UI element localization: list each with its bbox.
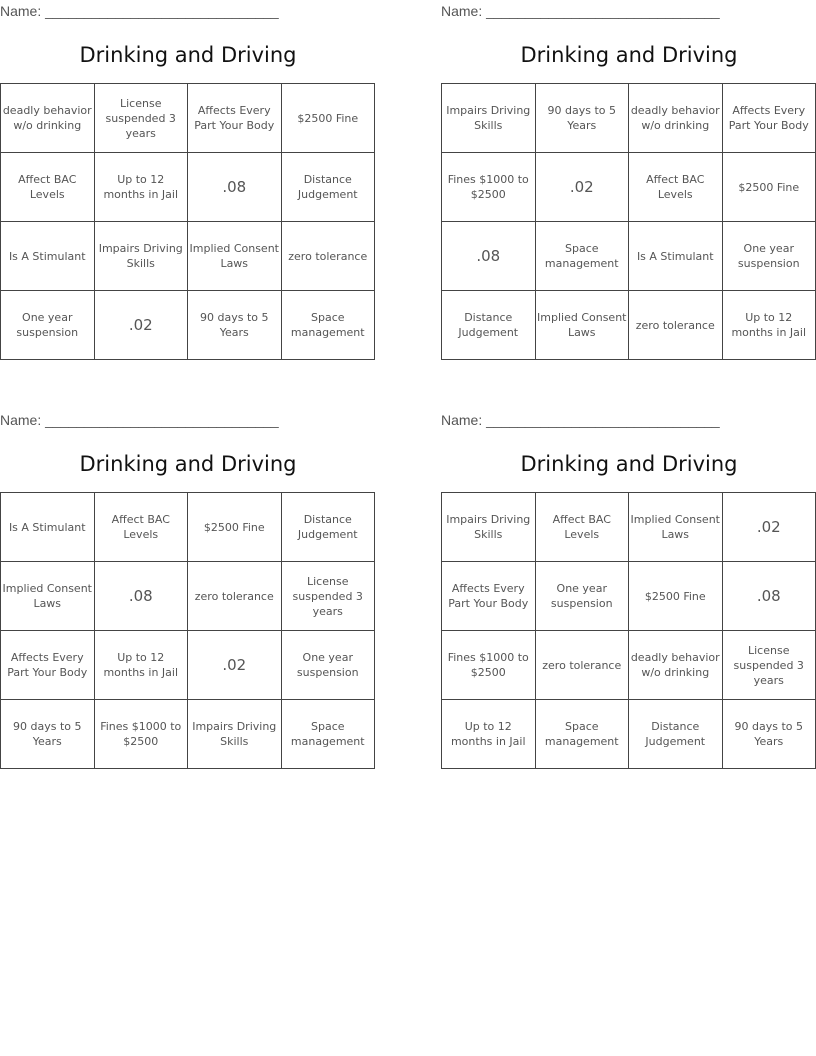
grid-cell: Affect BAC Levels: [535, 493, 629, 562]
grid-cell: 90 days to 5 Years: [722, 700, 816, 769]
grid-cell: .02: [722, 493, 816, 562]
grid-cell: Impairs Driving Skills: [442, 493, 536, 562]
grid-cell: Implied Consent Laws: [535, 291, 629, 360]
name-field-label: Name: ______________________________: [0, 3, 279, 19]
grid-cell: .08: [188, 153, 282, 222]
grid-cell: Fines $1000 to $2500: [442, 631, 536, 700]
grid-cell: Up to 12 months in Jail: [94, 631, 188, 700]
grid-cell: $2500 Fine: [629, 562, 723, 631]
grid-cell: .08: [442, 222, 536, 291]
grid-cell: Affect BAC Levels: [94, 493, 188, 562]
grid-cell: Space management: [535, 700, 629, 769]
card-title: Drinking and Driving: [79, 43, 297, 67]
grid-cell: Distance Judgement: [281, 493, 375, 562]
grid-cell: Distance Judgement: [629, 700, 723, 769]
grid-cell: Space management: [281, 291, 375, 360]
grid-cell: zero tolerance: [188, 562, 282, 631]
grid-row: [1, 493, 375, 562]
name-field-label: Name: ______________________________: [0, 412, 279, 428]
grid-row: [442, 291, 816, 360]
grid-row: [442, 493, 816, 562]
grid-cell: One year suspension: [535, 562, 629, 631]
grid-row: [442, 222, 816, 291]
name-field-label: Name: ______________________________: [441, 3, 720, 19]
grid-row: [442, 631, 816, 700]
grid-cell: Distance Judgement: [281, 153, 375, 222]
bingo-card-1: [0, 0, 376, 339]
bingo-grid: [0, 492, 375, 769]
card-title: Drinking and Driving: [520, 452, 738, 476]
bingo-grid: [441, 492, 816, 769]
grid-cell: deadly behavior w/o drinking: [629, 631, 723, 700]
grid-cell: One year suspension: [722, 222, 816, 291]
grid-cell: License suspended 3 years: [281, 562, 375, 631]
grid-cell: Affect BAC Levels: [1, 153, 95, 222]
grid-cell: License suspended 3 years: [94, 84, 188, 153]
grid-cell: Implied Consent Laws: [629, 493, 723, 562]
grid-cell: .02: [535, 153, 629, 222]
grid-cell: Is A Stimulant: [1, 493, 95, 562]
bingo-card-3: [0, 409, 376, 748]
grid-cell: .02: [94, 291, 188, 360]
grid-row: [442, 700, 816, 769]
grid-cell: Affect BAC Levels: [629, 153, 723, 222]
grid-cell: Impairs Driving Skills: [94, 222, 188, 291]
bingo-card-4: [441, 409, 816, 748]
grid-cell: Fines $1000 to $2500: [442, 153, 536, 222]
grid-row: [1, 700, 375, 769]
grid-cell: deadly behavior w/o drinking: [629, 84, 723, 153]
bingo-grid: [441, 83, 816, 360]
grid-cell: zero tolerance: [281, 222, 375, 291]
grid-cell: deadly behavior w/o drinking: [1, 84, 95, 153]
grid-cell: .08: [94, 562, 188, 631]
grid-cell: Up to 12 months in Jail: [442, 700, 536, 769]
grid-cell: One year suspension: [1, 291, 95, 360]
grid-row: [1, 222, 375, 291]
grid-cell: Distance Judgement: [442, 291, 536, 360]
card-title: Drinking and Driving: [520, 43, 738, 67]
grid-row: [1, 562, 375, 631]
grid-row: [1, 631, 375, 700]
grid-cell: .08: [722, 562, 816, 631]
grid-row: [442, 84, 816, 153]
bingo-grid: [0, 83, 375, 360]
grid-cell: Implied Consent Laws: [1, 562, 95, 631]
grid-cell: Affects Every Part Your Body: [188, 84, 282, 153]
grid-row: [1, 153, 375, 222]
grid-cell: Affects Every Part Your Body: [722, 84, 816, 153]
grid-cell: Up to 12 months in Jail: [94, 153, 188, 222]
grid-row: [1, 291, 375, 360]
grid-cell: zero tolerance: [535, 631, 629, 700]
grid-cell: Space management: [535, 222, 629, 291]
grid-row: [1, 84, 375, 153]
grid-cell: Implied Consent Laws: [188, 222, 282, 291]
grid-cell: Fines $1000 to $2500: [94, 700, 188, 769]
grid-cell: zero tolerance: [629, 291, 723, 360]
grid-cell: .02: [188, 631, 282, 700]
grid-row: [442, 562, 816, 631]
grid-cell: Is A Stimulant: [1, 222, 95, 291]
grid-cell: $2500 Fine: [188, 493, 282, 562]
name-field-label: Name: ______________________________: [441, 412, 720, 428]
grid-cell: 90 days to 5 Years: [188, 291, 282, 360]
card-title: Drinking and Driving: [79, 452, 297, 476]
grid-cell: Affects Every Part Your Body: [1, 631, 95, 700]
grid-cell: Affects Every Part Your Body: [442, 562, 536, 631]
grid-cell: Space management: [281, 700, 375, 769]
grid-cell: Up to 12 months in Jail: [722, 291, 816, 360]
grid-cell: Is A Stimulant: [629, 222, 723, 291]
grid-cell: One year suspension: [281, 631, 375, 700]
grid-cell: 90 days to 5 Years: [535, 84, 629, 153]
grid-cell: $2500 Fine: [722, 153, 816, 222]
grid-cell: Impairs Driving Skills: [188, 700, 282, 769]
grid-row: [442, 153, 816, 222]
grid-cell: License suspended 3 years: [722, 631, 816, 700]
grid-cell: Impairs Driving Skills: [442, 84, 536, 153]
grid-cell: $2500 Fine: [281, 84, 375, 153]
grid-cell: 90 days to 5 Years: [1, 700, 95, 769]
bingo-card-2: [441, 0, 816, 339]
